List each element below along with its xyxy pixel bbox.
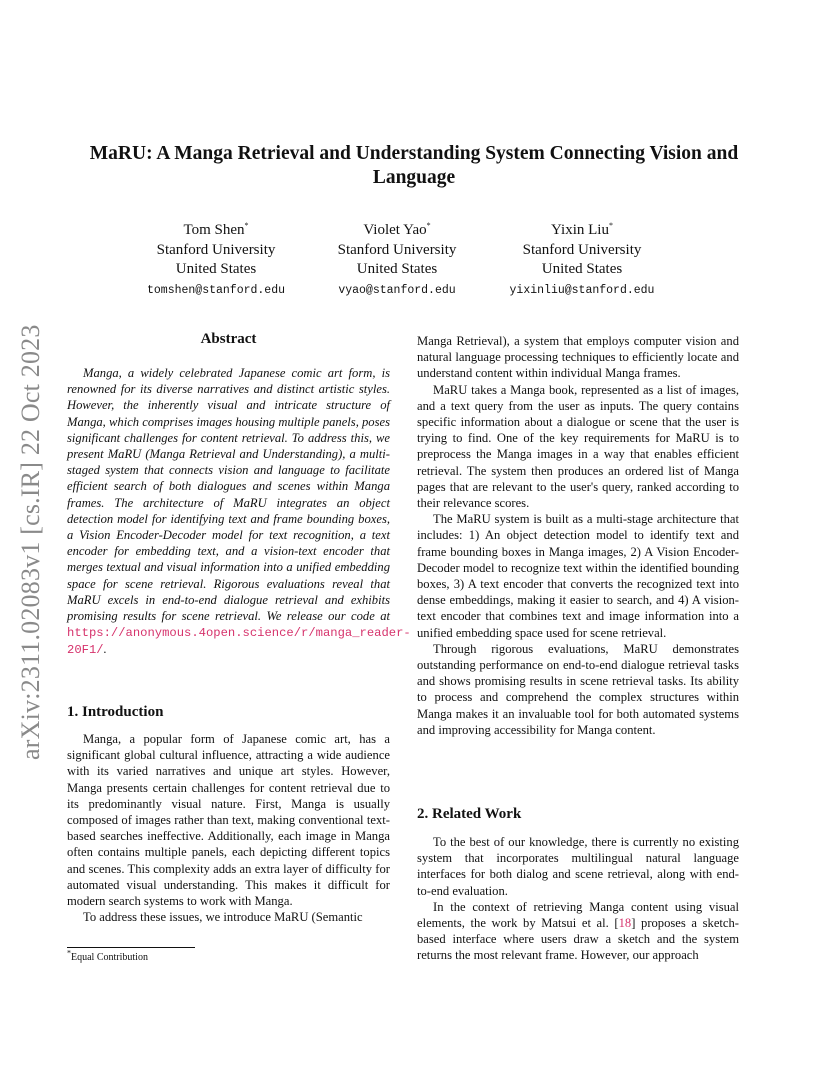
related-work-body <box>417 834 739 964</box>
abstract-text: Manga, a widely celebrated Japanese comic art form, is renowned for its diverse narratives and distinct artistic styles. However, the inherently visual and intricate structure of Manga, which comprises images housing multiple panels, poses significant challenges for content retrieval. To address this, we present MaRU (Manga Retrieval and Understanding), a multi-staged system that connects vision and language to facilitate efficient search of both dialogues and scenes within Manga frames. The architecture of MaRU integrates an object detection model for identifying text and frame bounding boxes, a Vision Encoder-Decoder model for text recognition, a text encoder for embedding text, and a vision-text encoder that merges textual and visual information into a unified embedding space for scene retrieval. Rigorous evaluations reveal that MaRU excels in end-to-end dialogue retrieval and exhibits promising results for scene retrieval. We release our code at <box>67 366 390 624</box>
intro-paragraph-2: To address these issues, we introduce MaRU (Semantic <box>83 910 363 925</box>
right-column-body <box>417 333 739 738</box>
author-name: Tom Shen <box>183 222 245 238</box>
abstract-body <box>67 365 411 659</box>
author-1 <box>116 221 316 300</box>
author-email[interactable]: yixinliu@stanford.edu <box>509 283 655 297</box>
author-mark: * <box>244 221 249 230</box>
intro-body <box>67 731 390 925</box>
citation-link[interactable]: 18 <box>618 916 632 931</box>
intro-heading: 1. Introduction <box>67 704 164 720</box>
right-paragraph-1: MaRU takes a Manga book, represented as a list of images, and a text query from the user as inputs. The query contains specific information about a dialogue or scene that the user is trying to find. One of the key requirements for MaRU is to preprocess the Manga images in a way that enables efficient retrieval. The system then produces an ordered list of Manga pages that are relevant to the user's query, ranked according to their relevance scores. <box>417 382 739 511</box>
related-work-heading: 2. Related Work <box>417 806 522 822</box>
author-affiliation: Stanford University <box>522 241 642 258</box>
related-paragraph-2 <box>417 899 739 964</box>
title-line-1: MaRU: A Manga Retrieval and Understanding System Connecting Vision and <box>89 143 739 164</box>
author-email[interactable]: tomshen@stanford.edu <box>146 283 286 297</box>
author-country: United States <box>175 261 257 277</box>
author-email[interactable]: vyao@stanford.edu <box>338 283 456 297</box>
footnote-rule <box>67 947 195 948</box>
author-affiliation: Stanford University <box>337 241 457 258</box>
author-country: United States <box>541 261 623 277</box>
right-paragraph-0: Manga Retrieval), a system that employs computer vision and natural language processing techniques to efficiently locate and understand content within individual Manga frames. <box>417 334 739 381</box>
paper-title <box>60 142 768 190</box>
author-name: Violet Yao <box>363 222 427 238</box>
abstract-end: . <box>103 642 107 657</box>
footnote-text: Equal Contribution <box>71 952 148 963</box>
related-paragraph-1: To the best of our knowledge, there is currently no existing system that incorporates multilingual natural language interfaces for both dialog and scene retrieval, along with end-to-end evaluation. <box>417 835 739 898</box>
related-text-b: ] proposes a sketch-based interface where users draw a sketch and the system returns the most relevant frame. However, our approach <box>417 916 739 963</box>
author-country: United States <box>356 261 438 277</box>
footnote-mark: * <box>67 948 71 958</box>
author-mark: * <box>608 221 613 230</box>
author-affiliation: Stanford University <box>156 241 276 258</box>
author-3 <box>482 221 682 300</box>
author-name: Yixin Liu <box>551 222 609 238</box>
right-paragraph-2: The MaRU system is built as a multi-stage architecture that includes: 1) An object detection model to identify text and frame bounding boxes in Manga images, 2) A Vision Encoder-Decoder model to recognize text within the identified bounding boxes, 3) A text encoder that converts the recognized text into dense embeddings, making it easier to search, and 4) A vision-text encoder that combines text and image information into a unified embedding space used for scene retrieval. <box>417 512 739 640</box>
code-link[interactable]: https://anonymous.4open.science/r/manga_reader-20F1/ <box>67 626 411 658</box>
author-2 <box>297 221 497 300</box>
abstract-heading: Abstract <box>200 331 257 347</box>
related-text-a: In the context of retrieving Manga content using visual elements, the work by Matsui et al. [ <box>417 899 739 931</box>
title-line-2: Language <box>372 167 456 188</box>
right-paragraph-3: Through rigorous evaluations, MaRU demonstrates outstanding performance on end-to-end dialogue retrieval tasks and shows promising results in scene retrieval tasks. Its ability to process and comprehend the complex structures within Manga makes it an invaluable tool for both automated systems and improving accessibility for Manga content. <box>417 641 739 737</box>
footnote <box>67 948 148 963</box>
author-mark: * <box>426 221 431 230</box>
arxiv-stamp: arXiv:2311.02083v1 [cs.IR] 22 Oct 2023 <box>16 324 45 760</box>
intro-paragraph-1: Manga, a popular form of Japanese comic art, has a significant global cultural influence, attracting a wide audience with its varied narratives and unique art styles. However, Manga presents certain challenges for content retrieval due to its predominantly visual nature. First, Manga is usually composed of images rather than text, making conventional text-based searches ineffective. Additionally, each image in Manga often contains multiple panels, each depicting different topics and scenes. This complexity adds an extra layer of difficulty for automated visual understanding. This makes it difficult for modern search systems to work with Manga. <box>67 732 390 909</box>
